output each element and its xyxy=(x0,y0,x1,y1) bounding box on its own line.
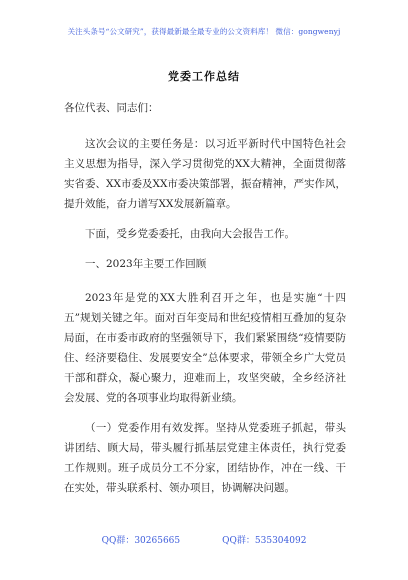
header-note: 关注头条号“公文研究”，获得最新最全最专业的公文资料库！ 微信：gongwenyj xyxy=(67,27,341,36)
document-body xyxy=(64,98,346,508)
paragraph-intro: 这次会议的主要任务是：以习近平新时代中国特色社会主义思想为指导，深入学习贯彻党的XX大精神，全面贯彻落实省委、XX市委及XX市委决策部署，振奋精神，严实作风，提升效能，奋力谱写XX发展新篇章。 xyxy=(64,138,346,210)
footer-qq-group-1: QQ群：30265665 xyxy=(101,536,181,546)
section-heading: 一、2023年主要工作回顾 xyxy=(85,258,207,270)
document-title: 党委工作总结 xyxy=(168,70,240,83)
footer xyxy=(0,533,408,546)
footer-qq-group-2: QQ群：535304092 xyxy=(222,536,307,546)
paragraph-report: 下面，受乡党委委托，由我向大会报告工作。 xyxy=(85,228,295,240)
salutation: 各位代表、同志们： xyxy=(64,102,159,114)
paragraph-party-role: （一）党委作用有效发挥。坚持从党委班子抓起，带头讲团结、顾大局，带头履行抓基层党建主体责任，执行党委工作规则。班子成员分工不分家，团结协作，冲在一线、干在实处，带头联系村、领办项目，协调解决问题。 xyxy=(64,422,346,494)
paragraph-review: 2023年是党的XX大胜利召开之年，也是实施“十四五”规划关键之年。面对百年变局和世纪疫情相互叠加的复杂局面，在市委市政府的坚强领导下，我们紧紧围绕“疫情要防住、经济要稳住、发展要安全”总体要求，带领全乡广大党员干部和群众，凝心聚力，迎难而上，攻坚突破，全乡经济社会发展、党的各项事业均取得新业绩。 xyxy=(64,292,346,404)
